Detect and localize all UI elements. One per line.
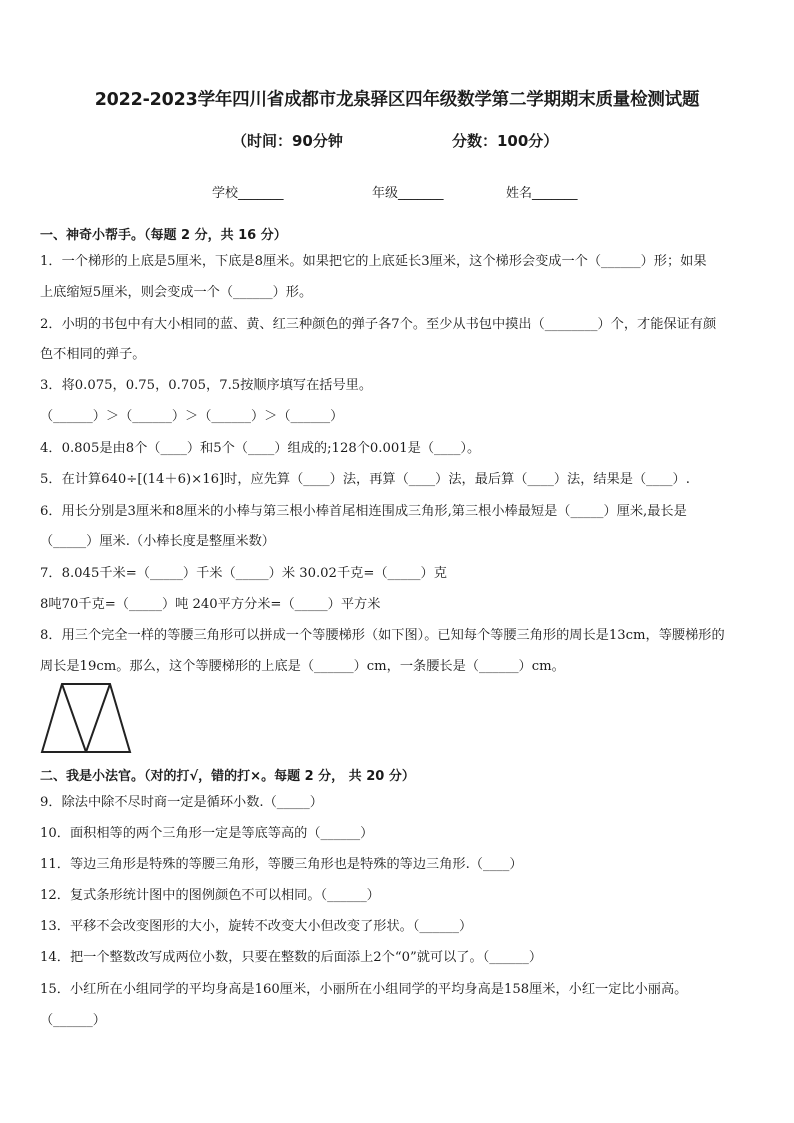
trapezoid-inner-line-left [62,684,86,752]
section-2-heading: 二、我是小法官。（对的打√，错的打×。每题 2 分， 共 20 分） [40,769,415,784]
question-line: 1．一个梯形的上底是5厘米，下底是8厘米。如果把它的上底延长3厘米，这个梯形会变成一个（______）形；如果 [40,254,707,269]
question-line: 9．除法中除不尽时商一定是循环小数.（_____） [40,795,323,810]
question-line: 8．用三个完全一样的等腰三角形可以拼成一个等腰梯形（如下图）。已知每个等腰三角形的周长是13cm，等腰梯形的 [40,628,725,643]
question-line: 11．等边三角形是特殊的等腰三角形，等腰三角形也是特殊的等边三角形.（____） [40,857,523,872]
question-line: 5．在计算640÷[(14＋6)×16]时，应先算（____）法，再算（____）法，最后算（____）法，结果是（____）. [40,472,690,487]
question-line: 周长是19cm。那么，这个等腰梯形的上底是（______）cm，一条腰长是（______）cm。 [40,659,565,674]
question-line: （______） [40,1013,106,1028]
question-line: （______）＞（______）＞（______）＞（______） [40,409,344,424]
exam-time: （时间：90分钟 [232,132,343,150]
question-line: 3．将0.075，0.75，0.705，7.5按顺序填写在括号里。 [40,378,373,393]
question-line: 12．复式条形统计图中的图例颜色不可以相同。（______） [40,888,380,903]
question-line: 13．平移不会改变图形的大小，旋转不改变大小但改变了形状。（______） [40,919,473,934]
question-line: （_____）厘米.（小棒长度是整厘米数） [40,534,275,549]
question-line: 14．把一个整数改写成两位小数，只要在整数的后面添上2个“0”就可以了。（______） [40,950,543,965]
question-line: 色不相同的弹子。 [40,347,146,362]
question-line: 7．8.045千米=（_____）千米（_____）米 30.02千克=（_____）克 [40,566,447,581]
trapezoid-figure [38,680,134,756]
question-line: 8吨70千克=（_____）吨 240平方分米=（_____）平方米 [40,597,381,612]
question-line: 10．面积相等的两个三角形一定是等底等高的（______） [40,826,374,841]
trapezoid-outline [42,684,130,752]
question-line: 2．小明的书包中有大小相同的蓝、黄、红三种颜色的弹子各7个。至少从书包中摸出（________）个，才能保证有颜 [40,317,717,332]
exam-title: 2022-2023学年四川省成都市龙泉驿区四年级数学第二学期期末质量检测试题 [94,90,700,110]
name-field: 姓名_______ [506,186,578,201]
question-line: 上底缩短5厘米，则会变成一个（______）形。 [40,285,313,300]
section-1-heading: 一、神奇小帮手。（每题 2 分，共 16 分） [40,228,287,243]
question-line: 15．小红所在小组同学的平均身高是160厘米，小丽所在小组同学的平均身高是158厘米，小红一定比小丽高。 [40,982,688,997]
question-line: 4．0.805是由8个（____）和5个（____）组成的;128个0.001是（____）。 [40,441,481,456]
exam-score: 分数：100分） [452,132,559,150]
trapezoid-inner-line-right [86,684,110,752]
question-line: 6．用长分别是3厘米和8厘米的小棒与第三根小棒首尾相连围成三角形,第三根小棒最短是（_____）厘米,最长是 [40,504,687,519]
grade-field: 年级_______ [372,186,444,201]
school-field: 学校_______ [212,186,284,201]
